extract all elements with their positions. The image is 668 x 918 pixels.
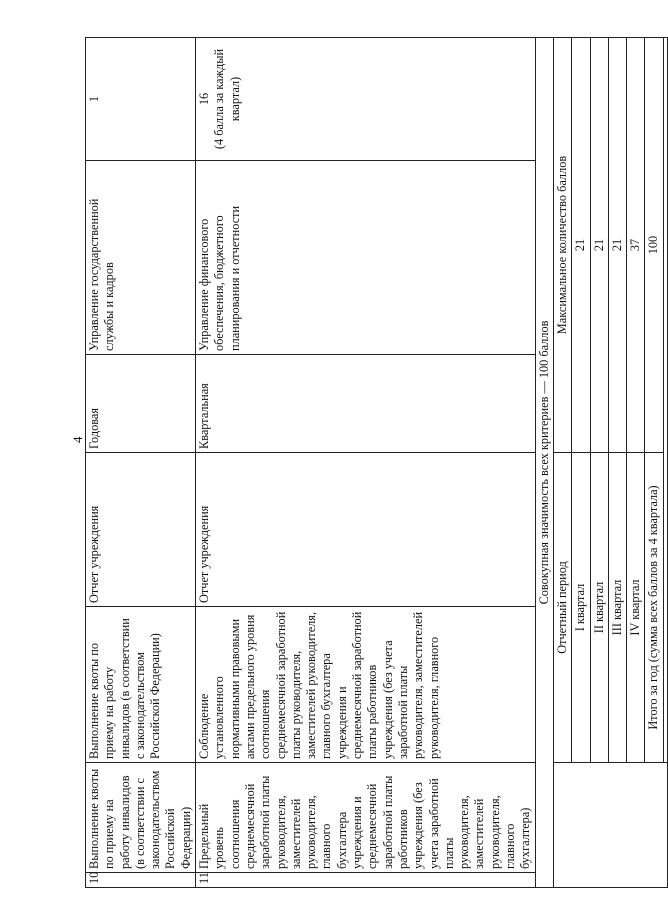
points-cell: 1	[86, 38, 196, 161]
indicator-cell: Предельный уровень соотношения среднемесячной заработной платы руководителя, заместителей руководителя, главного бухгалтера учреждения и среднемесячной заработной платы работников учреждения (без учета заработной платы руководителя, заместителей руководителя, главного бухгалтера)	[196, 763, 536, 873]
period-value: 21	[572, 38, 590, 453]
periodicity-cell: Годовая	[86, 355, 196, 453]
year-total-value: 100	[645, 38, 663, 453]
row-number: 10	[86, 873, 196, 888]
period-value: 37	[627, 38, 645, 453]
summary-total-year-row	[645, 38, 663, 888]
summary-row	[572, 38, 590, 888]
source-cell: Отчет учреждения	[86, 453, 196, 607]
year-total-label: Итого за год (сумма всех баллов за 4 квартала)	[645, 453, 663, 763]
period-header: Отчетный период	[553, 453, 571, 763]
summary-row	[590, 38, 608, 888]
criterion-cell: Соблюдение установленного нормативными правовыми актами предельного уровня соотношения среднемесячной заработной платы руководителя, заместителей руководителя, главного бухгалтера учреждения и среднемесячной заработной платы работников учреждения (без учета заработной платы руководителя, заместителей руководителя, главного	[196, 607, 536, 763]
responsible-cell: Управление финансового обеспечения, бюджетного планирования и отчетности	[196, 161, 536, 355]
responsible-cell: Управление государственной службы и кадров	[86, 161, 196, 355]
period-label: I квартал	[572, 453, 590, 763]
period-label: IV квартал	[627, 453, 645, 763]
blank-cell	[663, 38, 667, 763]
period-label: III квартал	[608, 453, 626, 763]
blank-cell	[553, 763, 667, 888]
period-value: 21	[590, 38, 608, 453]
max-points-header: Максимальное количество баллов	[553, 38, 571, 453]
row-number: 11	[196, 873, 536, 888]
criterion-cell: Выполнение квоты по приему на работу инвалидов (в соответствии с законодательством Российской Федерации)	[86, 607, 196, 763]
points-cell: 16 (4 балла за каждый квартал)	[196, 38, 536, 161]
periodicity-cell: Квартальная	[196, 355, 536, 453]
period-value: 21	[608, 38, 626, 453]
criteria-table	[85, 37, 668, 888]
summary-header-row	[553, 38, 571, 888]
total-significance: Совокупная значимость всех критериев — 100 баллов	[535, 38, 553, 888]
summary-row	[627, 38, 645, 888]
page-number: 4	[70, 436, 85, 443]
source-cell: Отчет учреждения	[196, 453, 536, 607]
summary-total-row	[535, 38, 553, 888]
period-label: II квартал	[590, 453, 608, 763]
table-row	[196, 38, 536, 888]
table-row	[86, 38, 196, 888]
spacer-row	[663, 38, 667, 888]
summary-row	[608, 38, 626, 888]
indicator-cell: Выполнение квоты по приему на работу инвалидов (в соответствии с законодательством Российской Федерации)	[86, 763, 196, 873]
